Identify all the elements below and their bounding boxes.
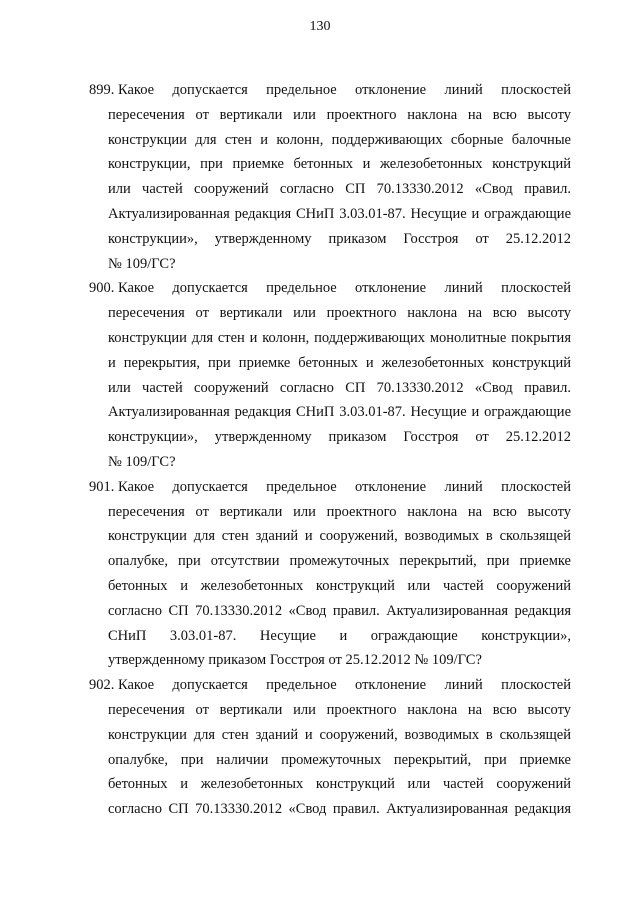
question-line: опалубке, при отсутствии промежуточных перекрытий, при приемке bbox=[108, 553, 571, 570]
question-line: пересечения от вертикали или проектного наклона на всю высоту bbox=[108, 701, 571, 718]
question-line: опалубке, при наличии промежуточных перекрытий, при приемке bbox=[108, 751, 571, 768]
question-line: или частей сооружений согласно СП 70.13330.2012 «Свод правил. bbox=[108, 181, 571, 198]
question-line: Какое допускается предельное отклонение линий плоскостей bbox=[118, 82, 571, 98]
question-line: или частей сооружений согласно СП 70.13330.2012 «Свод правил. bbox=[108, 379, 571, 396]
question-line: № 109/ГС? bbox=[108, 255, 176, 272]
question-line: и перекрытия, при приемке бетонных и железобетонных конструкций bbox=[108, 354, 571, 371]
question-number: 901. bbox=[89, 478, 115, 495]
question-number: 900. bbox=[89, 280, 115, 297]
question-line: конструкции, при приемке бетонных и железобетонных конструкций bbox=[108, 156, 571, 173]
question-line: пересечения от вертикали или проектного наклона на всю высоту bbox=[108, 503, 571, 520]
question-line: утвержденному приказом Госстроя от 25.12.2012 № 109/ГС? bbox=[108, 652, 482, 669]
question-line: Актуализированная редакция СНиП 3.03.01-87. Несущие и ограждающие bbox=[108, 205, 571, 222]
question-line: пересечения от вертикали или проектного наклона на всю высоту bbox=[108, 305, 571, 322]
question-line: согласно СП 70.13330.2012 «Свод правил. Актуализированная редакция bbox=[108, 801, 571, 818]
question-line: Актуализированная редакция СНиП 3.03.01-87. Несущие и ограждающие bbox=[108, 404, 571, 421]
question-number: 902. bbox=[89, 677, 115, 694]
question-902 bbox=[89, 673, 571, 822]
question-899 bbox=[89, 78, 571, 276]
question-number: 899. bbox=[89, 82, 115, 98]
question-line: бетонных и железобетонных конструкций или частей сооружений bbox=[108, 577, 571, 594]
question-line: пересечения от вертикали или проектного наклона на всю высоту bbox=[108, 106, 571, 123]
question-line: Какое допускается предельное отклонение линий плоскостей bbox=[118, 677, 571, 694]
question-line: конструкции», утвержденному приказом Госстроя от 25.12.2012 bbox=[108, 429, 571, 446]
question-line: конструкции для стен зданий и сооружений, возводимых в скользящей bbox=[108, 528, 571, 545]
page-number: 130 bbox=[309, 19, 331, 34]
question-line: конструкции для стен и колонн, поддерживающих сборные балочные bbox=[108, 131, 571, 148]
question-line: конструкции для стен и колонн, поддерживающих монолитные покрытия bbox=[108, 329, 571, 346]
question-list bbox=[89, 78, 571, 822]
question-line: № 109/ГС? bbox=[108, 453, 176, 470]
question-line: СНиП 3.03.01-87. Несущие и ограждающие конструкции», bbox=[108, 627, 571, 644]
question-line: Какое допускается предельное отклонение линий плоскостей bbox=[118, 478, 571, 495]
question-line: согласно СП 70.13330.2012 «Свод правил. Актуализированная редакция bbox=[108, 602, 571, 619]
question-line: бетонных и железобетонных конструкций или частей сооружений bbox=[108, 776, 571, 793]
question-line: Какое допускается предельное отклонение линий плоскостей bbox=[118, 280, 571, 297]
question-line: конструкции для стен зданий и сооружений, возводимых в скользящей bbox=[108, 726, 571, 743]
question-901 bbox=[89, 475, 571, 673]
question-900 bbox=[89, 276, 571, 474]
question-line: конструкции», утвержденному приказом Госстроя от 25.12.2012 bbox=[108, 230, 571, 247]
